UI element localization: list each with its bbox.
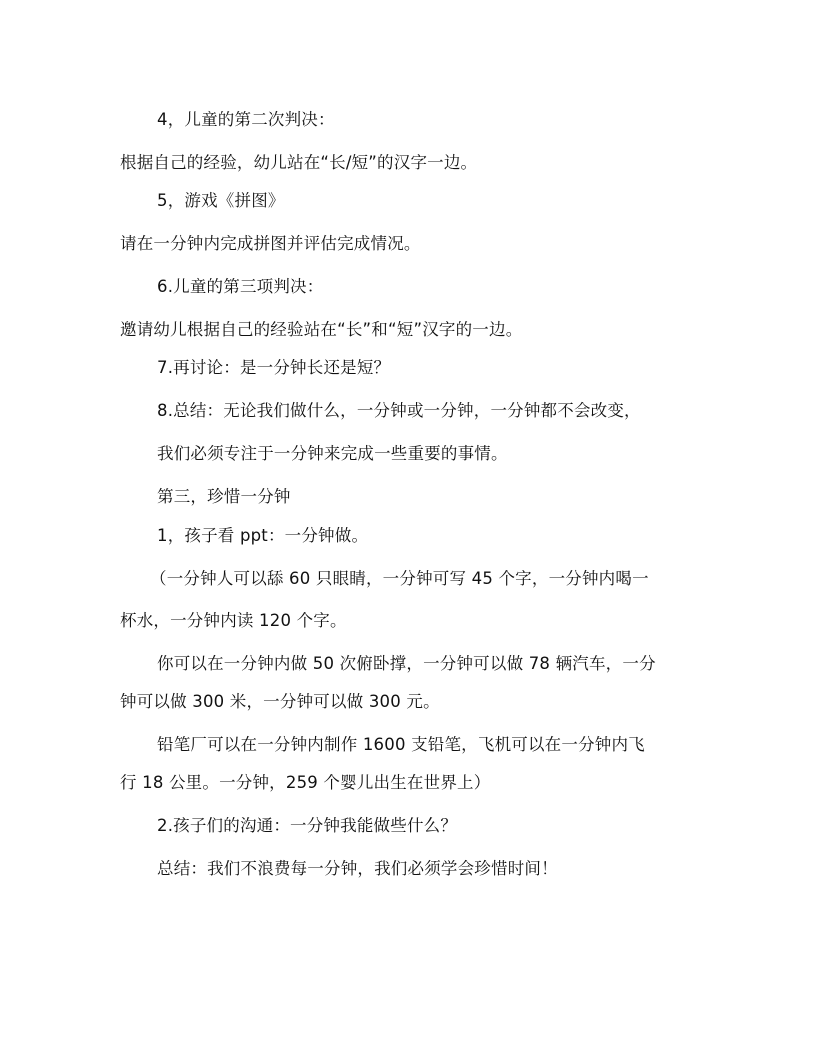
paragraph-line: 铅笔厂可以在一分钟内制作 1600 支铅笔，飞机可以在一分钟内飞: [157, 735, 645, 754]
step-2-heading: 2.孩子们的沟通：一分钟我能做些什么？: [157, 816, 458, 835]
paragraph-line: 根据自己的经验，幼儿站在“长/短”的汉字一边。: [120, 153, 478, 172]
paragraph-line: 你可以在一分钟内做 50 次俯卧撑，一分钟可以做 78 辆汽车，一分: [157, 654, 656, 673]
step-6-heading: 6.儿童的第三项判决：: [157, 277, 324, 296]
section-heading: 第三，珍惜一分钟: [157, 487, 291, 506]
paragraph-line: 钟可以做 300 米，一分钟可以做 300 元。: [120, 692, 440, 711]
step-1-heading: 1，孩子看 ppt：一分钟做。: [157, 526, 369, 545]
paragraph-line: 请在一分钟内完成拼图并评估完成情况。: [120, 234, 421, 253]
step-4-heading: 4，儿童的第二次判决：: [157, 110, 335, 129]
summary-line: 总结：我们不浪费每一分钟，我们必须学会珍惜时间！: [157, 859, 558, 878]
step-5-heading: 5，游戏《拼图》: [157, 191, 285, 210]
paragraph-line: 杯水，一分钟内读 120 个字。: [120, 611, 347, 630]
step-7-heading: 7.再讨论：是一分钟长还是短？: [157, 358, 391, 377]
paragraph-line: 我们必须专注于一分钟来完成一些重要的事情。: [157, 444, 508, 463]
paragraph-line: 邀请幼儿根据自己的经验站在“长”和“短”汉字的一边。: [120, 320, 523, 339]
paragraph-line: 行 18 公里。一分钟，259 个婴儿出生在世界上）: [120, 773, 491, 792]
paragraph-line: （一分钟人可以舔 60 只眼睛，一分钟可写 45 个字，一分钟内喝一: [150, 569, 649, 588]
step-8-summary: 8.总结：无论我们做什么，一分钟或一分钟，一分钟都不会改变，: [157, 401, 641, 420]
